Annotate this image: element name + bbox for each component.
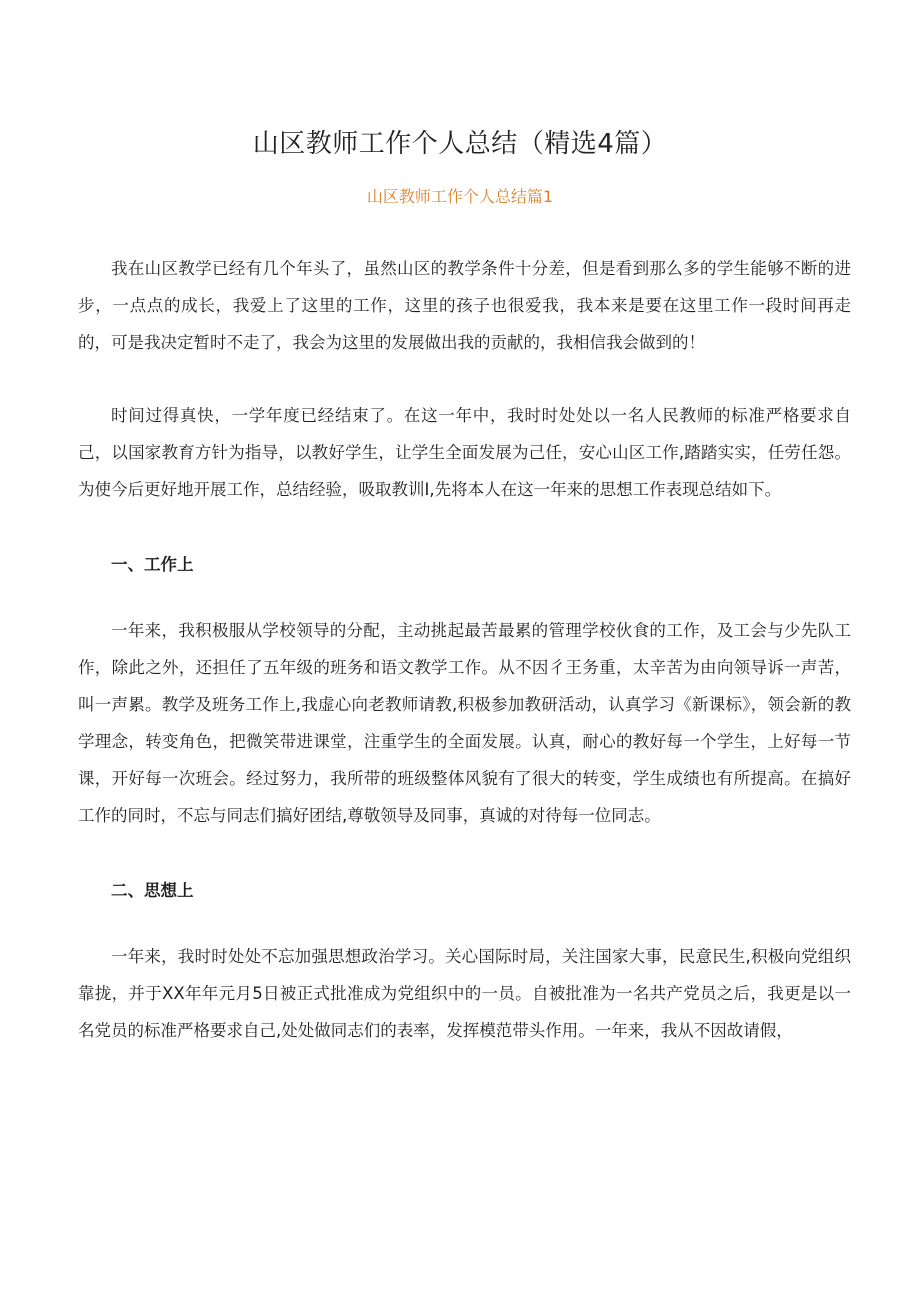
- document-title: 山区教师工作个人总结（精选4篇）: [252, 129, 668, 159]
- section-text-work: 一年来，我积极服从学校领导的分配，主动挑起最苦最累的管理学校伙食的工作，及工会与少先队工作，除此之外，还担任了五年级的班务和语文教学工作。从不因彳王务重，太辛苦为由向领导诉一声苦，叫一声累。教学及班务工作上,我虚心向老教师请教,积极参加教研活动，认真学习《新课标》，领会新的教学理念，转变角色，把微笑带进课堂，注重学生的全面发展。认真，耐心的教好每一个学生，上好每一节课，开好每一次班会。经过努力，我所带的班级整体风貌有了很大的转变，学生成绩也有所提高。在搞好工作的同时，不忘与同志们搞好团结,尊敬领导及同事，真诚的对待每一位同志。: [78, 621, 851, 825]
- paragraph-intro: 我在山区教学已经有几个年头了，虽然山区的教学条件十分差，但是看到那么多的学生能够不断的进步，一点点的成长，我爱上了这里的工作，这里的孩子也很爱我，我本来是要在这里工作一段时间再走的，可是我决定暂时不走了，我会为这里的发展做出我的贡献的，我相信我会做到的！: [78, 259, 851, 352]
- document-body: [78, 250, 851, 1049]
- document-subtitle: 山区教师工作个人总结篇1: [366, 187, 554, 206]
- section-heading-thought: 二、思想上: [111, 881, 194, 900]
- paragraph-overview: 时间过得真快，一学年度已经结束了。在这一年中，我时时处处以一名人民教师的标准严格要求自己，以国家教育方针为指导，以教好学生，让学生全面发展为己任，安心山区工作,踏踏实实，任劳任怨。为使今后更好地开展工作，总结经验，吸取教训I,先将本人在这一年来的思想工作表现总结如下。: [78, 406, 851, 499]
- section-text-thought: 一年来，我时时处处不忘加强思想政治学习。关心国际时局，关注国家大事，民意民生,积极向党组织靠拢，并于XX年年元月5日被正式批准成为党组织中的一员。自被批准为一名共产党员之后，我更是以一名党员的标准严格要求自己,处处做同志们的表率，发挥模范带头作用。一年来，我从不因故请假，: [78, 947, 851, 1040]
- section-heading-work: 一、工作上: [111, 555, 194, 574]
